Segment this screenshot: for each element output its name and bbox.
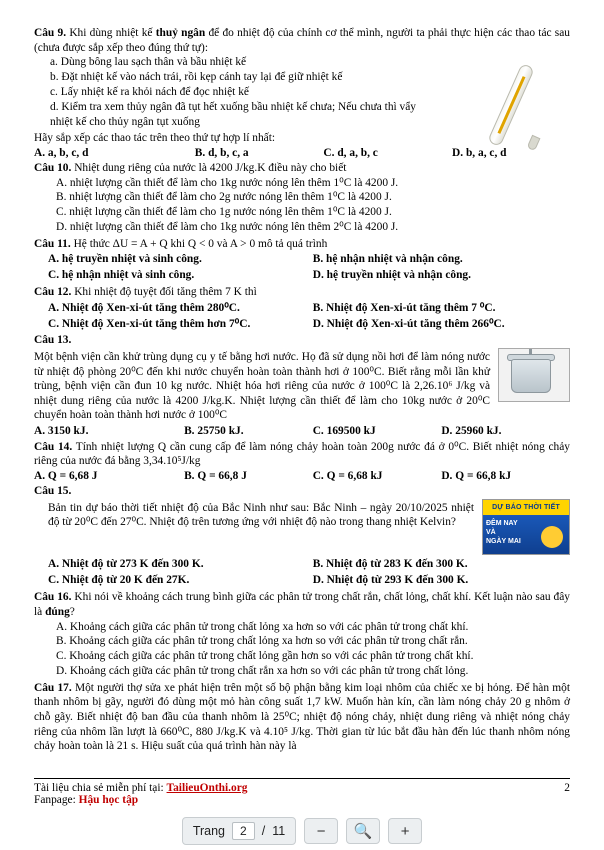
weather-forecast-thumbnail: DỰ BÁO THỜI TIẾT ĐÊM NAY VÀ NGÀY MAI	[482, 499, 570, 555]
page-label: Trang	[192, 824, 226, 838]
question-17-stem: Một người thợ sửa xe phát hiện trên một số bộ phận bằng kim loại nhôm của chiếc xe bị hỏng. Để hàn một thanh nhôm bị gãy, người đó dùng một mỏ hàn công suất 1,7 kW. Muốn hàn kín, cần làm nóng chảy 20 g nhôm ở chỗ gãy. Biết nhiệt độ ban đầu của thanh nhôm là 25⁰C; nhiệt độ nóng chảy, nhiệt dung riêng và nhiệt nóng chảy riêng của nhôm lần lượt là 660⁰C, 880 J/kg.K và 4.10⁵ J/kg. Thời gian từ lúc bắt đầu hàn đến lúc thanh nhôm nóng chảy hoàn toàn là 21 s. Hiệu suất của quá trình hàn này là	[34, 681, 571, 753]
question-13-body: Một bệnh viện cần khử trùng dụng cụ y tế bằng hơi nước. Họ đã sử dụng nồi hơi để làm nóng nước từ nhiệt độ phòng 20⁰C đến khi nước chuyển hoàn toàn thành hơi ở 100⁰C. Biết rằng mỗi lần khử trùng, bệnh viện cần đun 10 kg nước. Nhiệt hóa hơi riêng của nước ở 100⁰C là 2,26.10⁶ J/kg và nhiệt dung riêng của nước là 4200 J/kg.K. Nhiệt lượng cần thiết để làm cho 10kg nước ở 20⁰C chuyển hoàn toàn thành hơi nước ở 100⁰C	[34, 350, 491, 422]
page-indicator[interactable]	[182, 817, 296, 845]
question-12	[34, 285, 570, 331]
question-14-option-b: B. Q = 66,8 J	[184, 470, 247, 483]
footer-fanpage-name[interactable]: Hậu học tập	[78, 794, 139, 806]
thermometer-illustration	[474, 58, 566, 154]
question-12-option-c: C. Nhiệt độ Xen-xi-út tăng thêm hơn 7⁰C.	[48, 317, 251, 330]
question-16-option-c: C. Khoảng cách giữa các phân tử trong chất lỏng gần hơn so với các phân tử trong chất khí.	[56, 650, 474, 663]
question-9-step-c: c. Lấy nhiệt kế ra khỏi nách để đọc nhiệt kế	[50, 85, 249, 98]
question-11-option-c: C. hệ nhận nhiệt và sinh công.	[48, 269, 195, 282]
question-15-option-d: D. Nhiệt độ từ 293 K đến 300 K.	[312, 573, 469, 586]
question-14	[34, 440, 570, 482]
question-12-label: Câu 12.	[34, 286, 72, 299]
footer-fanpage-prefix: Fanpage:	[34, 794, 79, 806]
question-9-stem-post: để đo nhiệt độ của chính cơ thể mình, người ta phải thực hiện các thao tác sau (chưa được sắp xếp theo đúng thứ tự):	[34, 27, 570, 54]
question-15	[34, 484, 570, 588]
page-footer	[34, 778, 570, 806]
question-15-option-b: B. Nhiệt độ từ 283 K đến 300 K.	[312, 557, 468, 570]
question-9-option-a: A. a, b, c, d	[34, 146, 89, 159]
question-15-label: Câu 15.	[34, 485, 72, 498]
question-10	[34, 161, 570, 235]
question-11-option-b: B. hệ nhận nhiệt và nhận công.	[312, 253, 463, 266]
question-12-option-d: D. Nhiệt độ Xen-xi-út tăng thêm 266⁰C.	[312, 317, 505, 330]
question-9-step-b: b. Đặt nhiệt kế vào nách trái, rồi kẹp cánh tay lại để giữ nhiệt kế	[50, 71, 343, 84]
question-10-label: Câu 10.	[34, 161, 72, 174]
question-16-stem-bold: đúng	[45, 605, 70, 618]
question-13-option-c: C. 169500 kJ	[312, 424, 376, 437]
question-17-label: Câu 17.	[34, 681, 72, 694]
page-separator: /	[261, 824, 266, 838]
question-12-option-b: B. Nhiệt độ Xen-xi-út tăng thêm 7 ⁰C.	[312, 301, 496, 314]
question-16-stem-post: ?	[69, 605, 75, 618]
calorimeter-illustration	[498, 348, 570, 402]
question-16-option-a: A. Khoảng cách giữa các phân tử trong chất lỏng xa hơn so với các phân tử trong chất khí.	[56, 620, 469, 633]
minus-icon: −	[316, 822, 326, 840]
question-11-option-d: D. hệ truyền nhiệt và nhận công.	[312, 269, 471, 282]
question-13-option-b: B. 25750 kJ.	[184, 424, 244, 437]
question-13	[34, 333, 570, 438]
question-9-step-a: a. Dùng bông lau sạch thân và bầu nhiệt kế	[50, 56, 247, 69]
question-16-option-d: D. Khoảng cách giữa các phân tử trong chất rắn xa hơn so với các phân tử trong chất lỏng.	[56, 665, 469, 677]
question-16-option-b: B. Khoảng cách giữa các phân tử trong chất lỏng xa hơn so với các phân tử trong chất rắn.	[56, 635, 468, 648]
question-10-stem: Nhiệt dung riêng của nước là 4200 J/kg.K điều này cho biết	[71, 161, 347, 174]
question-10-option-c: C. nhiệt lượng cần thiết để làm cho 1g nước nóng lên thêm 1⁰C là 4200 J.	[56, 206, 392, 219]
zoom-reset-button[interactable]	[346, 818, 380, 844]
question-16-stem-pre: Khi nói về khoảng cách trung bình giữa các phân tử trong chất rắn, chất lỏng, chất khí. Kết luận nào sau đây là	[34, 591, 570, 618]
question-11-label: Câu 11.	[34, 237, 71, 250]
pdf-viewer-toolbar	[0, 812, 604, 850]
question-9-prompt: Hãy sắp xếp các thao tác trên theo thứ tự hợp lí nhất:	[34, 132, 276, 145]
footer-share-prefix: Tài liệu chia sẻ miễn phí tại:	[34, 782, 167, 794]
question-13-label: Câu 13.	[34, 334, 72, 347]
question-11	[34, 237, 570, 283]
question-11-stem: Hệ thức ΔU = A + Q khi Q < 0 và A > 0 mô tả quá trình	[70, 237, 328, 250]
question-14-option-c: C. Q = 6,68 kJ	[312, 470, 383, 483]
question-13-option-a: A. 3150 kJ.	[34, 424, 89, 437]
question-9-option-c: C. d, a, b, c	[323, 146, 378, 159]
question-9-stem-pre: Khi dùng nhiệt kế	[66, 27, 156, 39]
zoom-in-button[interactable]	[388, 818, 422, 844]
question-14-label: Câu 14.	[34, 440, 73, 453]
question-15-option-a: A. Nhiệt độ từ 273 K đến 300 K.	[48, 557, 204, 570]
footer-site-link[interactable]: TailieuOnthi.org	[166, 782, 248, 794]
total-pages: 11	[272, 824, 286, 838]
question-14-stem: Tính nhiệt lượng Q cần cung cấp để làm nóng chảy hoàn toàn 200g nước đá ở 0⁰C. Biết nhiệt nóng chảy riêng của nước đá bằng 3,34.10⁵J/kg	[34, 440, 570, 468]
weather-band-text: DỰ BÁO THỜI TIẾT	[483, 500, 569, 515]
question-16-label: Câu 16.	[34, 591, 72, 604]
question-12-stem: Khi nhiệt độ tuyệt đối tăng thêm 7 K thì	[71, 286, 257, 299]
question-9-option-d: D. b, a, c, d	[452, 146, 507, 159]
question-17	[34, 681, 570, 754]
question-10-option-b: B. nhiệt lượng cần thiết để làm cho 2g nước nóng lên thêm 1⁰C là 4200 J.	[56, 191, 392, 204]
question-15-option-c: C. Nhiệt độ từ 20 K đến 27K.	[48, 573, 190, 586]
question-14-option-d: D. Q = 66,8 kJ	[441, 470, 512, 483]
question-9-label: Câu 9.	[34, 27, 67, 39]
magnifier-icon: 🔍	[353, 823, 373, 840]
question-16	[34, 590, 570, 679]
footer-page-number: 2	[564, 782, 570, 794]
question-9-stem-bold: thuỷ ngân	[155, 27, 206, 39]
zoom-out-button[interactable]	[304, 818, 338, 844]
page-input[interactable]: 2	[232, 822, 255, 840]
question-10-option-a: A. nhiệt lượng cần thiết để làm cho 1kg nước nóng lên thêm 1⁰C là 4200 J.	[56, 176, 399, 189]
question-13-option-d: D. 25960 kJ.	[441, 424, 502, 437]
question-10-option-d: D. nhiệt lượng cần thiết để làm cho 1kg nước nóng lên thêm 2⁰C là 4200 J.	[56, 221, 399, 233]
question-9-step-d: d. Kiểm tra xem thủy ngân đã tụt hết xuống bầu nhiệt kế chưa; Nếu chưa thì vẩy nhiệt kế cho thủy ngân tụt xuống	[50, 100, 416, 128]
question-15-body: Bản tin dự báo thời tiết nhiệt độ của Bắc Ninh như sau: Bắc Ninh – ngày 20/10/2025 nhiệt độ từ 20⁰C đến 27⁰C. Nhiệt độ trên tương ứng với nhiệt độ nào trong thang nhiệt Kelvin?	[48, 501, 474, 529]
question-11-option-a: A. hệ truyền nhiệt và sinh công.	[48, 253, 202, 266]
plus-icon: +	[400, 822, 410, 840]
question-14-option-a: A. Q = 6,68 J	[34, 470, 98, 483]
question-9-option-b: B. d, b, c, a	[194, 146, 249, 159]
question-12-option-a: A. Nhiệt độ Xen-xi-út tăng thêm 280⁰C.	[48, 301, 240, 314]
